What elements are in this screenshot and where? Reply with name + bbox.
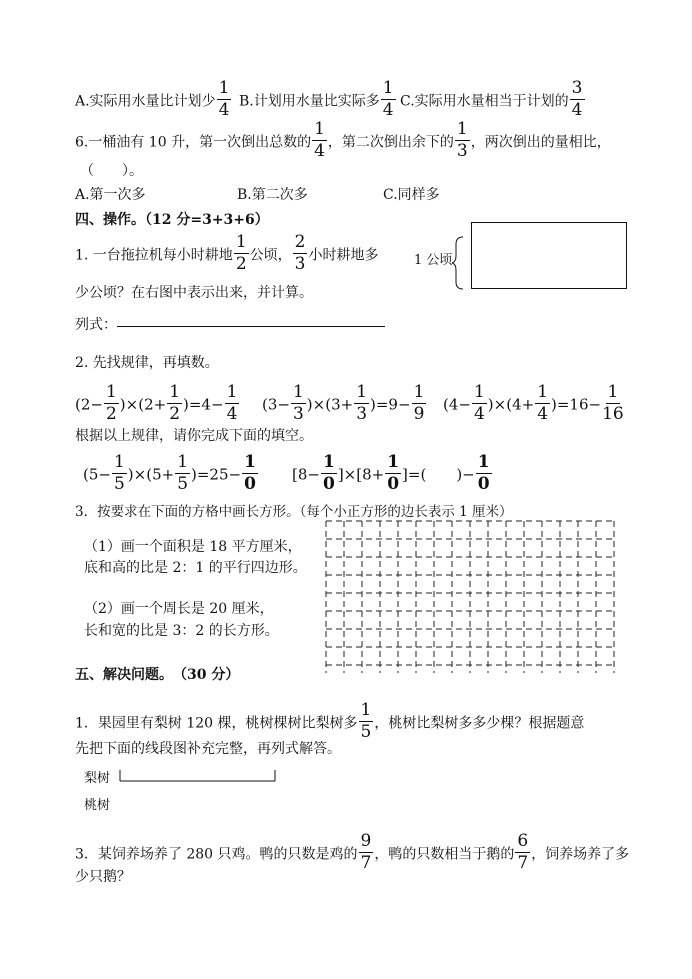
formula-answer-line[interactable] (117, 326, 385, 327)
brace-icon (452, 236, 464, 290)
fill-equation-1[interactable]: (5− $\frac{1}{5}$ )×(5+ $\frac{1}{5}$ )=25− $\frac{1}{0}$ (83, 452, 256, 494)
pear-label: 梨树 (84, 771, 111, 786)
s4-q3-2b: 长和宽的比是 3：2 的长方形。 (84, 623, 279, 639)
q5-option-a: A.实际用水量比计划少 $\frac{1}{4}$ (75, 78, 230, 120)
s4-q3-1b: 底和高的比是 2：1 的平行四边形。 (84, 560, 307, 576)
s5-q3-line2: 少只鹅？ (75, 869, 131, 885)
s4-q3-2a: （2）画一个周长是 20 厘米， (84, 601, 274, 617)
q5-option-b: B.计划用水量比实际多 $\frac{1}{4}$ (239, 78, 394, 120)
s4-q3-title: 3．按要求在下面的方格中画长方形。（每个小正方形的边长表示 1 厘米） (75, 504, 513, 520)
s4-q1-line1: 1. 一台拖拉机每小时耕地 $\frac{1}{2}$ 公顷， $\frac{2}{3}$ 小时耕地多 (75, 232, 379, 274)
q6-option-a: A.第一次多 (75, 187, 146, 203)
s4-q3-1a: （1）画一个面积是 18 平方厘米， (84, 539, 302, 555)
pattern-equation-3: (4− $\frac{1}{4}$ )×(4+ $\frac{1}{4}$ )=16− $\frac{1}{16}$ (443, 382, 624, 424)
q6-question: 6.一桶油有 10 升，第一次倒出总数的 $\frac{1}{4}$ ，第二次倒出余下的 $\frac{1}{3}$ ，两次倒出的量相比， (75, 119, 611, 161)
s4-q1-line2: 少公顷？在右图中表示出来，并计算。 (75, 285, 313, 301)
hectare-rectangle (471, 222, 627, 289)
fill-equation-2[interactable]: [8− $\frac{1}{0}$ ]×[8+ $\frac{1}{0}$ ]=( )− $\frac{1}{0}$ (292, 452, 490, 494)
pear-segment (119, 769, 277, 783)
rule-text: 根据以上规律，请你完成下面的填空。 (75, 428, 313, 444)
s4-q2-title: 2. 先找规律，再填数。 (75, 355, 219, 371)
peach-label: 桃树 (84, 798, 111, 813)
formula-label: 列式： (75, 317, 117, 333)
section5-title: 五、解决问题。 （30 分） (75, 667, 240, 683)
q5-option-c: C.实际用水量相当于计划的 $\frac{3}{4}$ (400, 78, 583, 120)
s5-q3-line1: 3．某饲养场养了 280 只鸡。鸭的只数是鸡的 $\frac{9}{7}$ ，鸭的只数相当于鹅的 $\frac{6}{7}$ ，饲养场养了多 (75, 831, 630, 873)
q6-blank: （ ）。 (80, 163, 143, 179)
hectare-label: 1 公顷 (414, 253, 453, 268)
pattern-equation-1: (2− $\frac{1}{2}$ )×(2+ $\frac{1}{2}$ )=4− $\frac{1}{4}$ (75, 382, 238, 424)
s5-q1-line2: 先把下面的线段图补充完整，再列式解答。 (75, 741, 341, 757)
q6-option-b: B.第二次多 (237, 187, 308, 203)
s5-q1-line1: 1．果园里有梨树 120 棵，桃树棵树比梨树多 $\frac{1}{5}$ ，桃树比梨树多多少棵？根据题意 (75, 700, 585, 742)
q6-option-c: C.同样多 (383, 187, 440, 203)
section4-title: 四、操作。（12 分=3+3+6） (75, 212, 269, 228)
drawing-grid[interactable] (325, 520, 615, 674)
pattern-equation-2: (3− $\frac{1}{3}$ )×(3+ $\frac{1}{3}$ )=9− $\frac{1}{9}$ (262, 382, 425, 424)
